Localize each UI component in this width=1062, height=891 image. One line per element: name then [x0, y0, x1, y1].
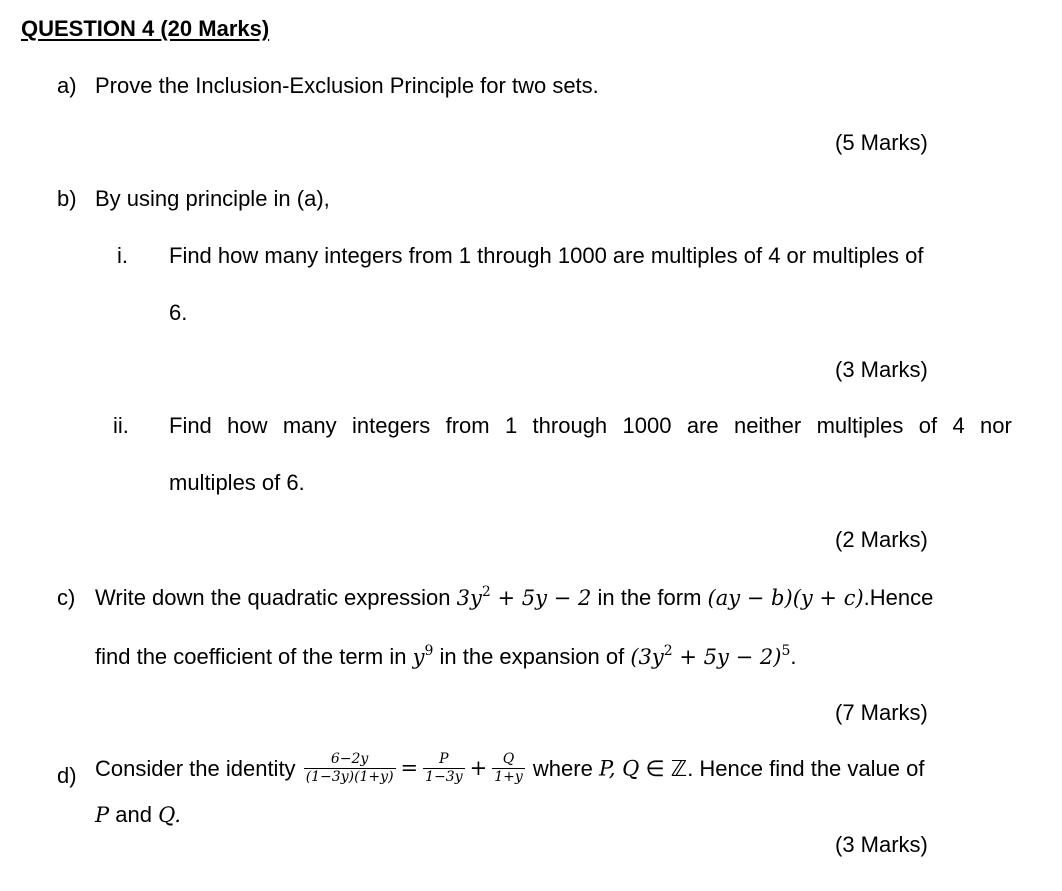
part-d-vars-expr: P, Q: [598, 756, 640, 781]
part-b-ii-word: from: [445, 413, 490, 438]
part-a-marks: (5 Marks): [835, 130, 928, 155]
superscript: 9: [424, 643, 434, 659]
part-b-ii-word: how: [227, 413, 268, 438]
fraction-p-numerator: P: [423, 752, 464, 769]
part-c-term-expr: $y^9$: [412, 643, 434, 669]
part-d-marks: (3 Marks): [835, 832, 928, 857]
part-c-text2: in the form: [597, 585, 702, 610]
part-b-ii-word: many: [282, 413, 337, 438]
fraction-p: [423, 752, 464, 786]
plus-sign: +: [469, 756, 488, 781]
part-b-ii-marks: (2 Marks): [835, 527, 928, 552]
fraction-lhs: [304, 752, 396, 786]
part-b-ii-word: 1: [504, 413, 518, 438]
part-b-ii-word: of: [918, 413, 938, 438]
part-b-ii-label: ii.: [113, 413, 129, 438]
part-c-line2-text3: .: [790, 644, 797, 669]
part-c-line1: [95, 585, 933, 609]
fraction-p-denominator: 1−3y: [425, 769, 463, 786]
part-d-var-p: P: [95, 803, 110, 827]
fraction-q: [492, 752, 525, 786]
part-b-label: b): [57, 186, 77, 211]
part-c-quadratic-expr: $3y^2 + 5y - 2$: [456, 584, 592, 610]
part-d-label: d): [57, 763, 77, 788]
fraction-q-denominator: 1+y: [494, 769, 523, 786]
part-c-label: c): [57, 585, 76, 610]
part-b-ii-word: Find: [169, 413, 212, 438]
part-b-ii-word: through: [532, 413, 608, 438]
part-b-ii-word: 1000: [622, 413, 672, 438]
superscript: 2: [663, 643, 673, 659]
part-d-var-q: Q.: [158, 803, 181, 827]
superscript: 5: [781, 643, 791, 659]
part-b-ii-word: 4: [952, 413, 965, 438]
part-c-power-expr: $(3y^2 + 5y - 2)^5$: [630, 643, 791, 669]
part-c-form-expr: (ay − b)(y + c): [707, 586, 864, 610]
part-c-line2-text2: in the expansion of: [439, 644, 625, 669]
part-b-ii-word: multiples: [816, 413, 904, 438]
part-b-i-line1: [169, 245, 924, 267]
question-title: QUESTION 4 (20 Marks): [21, 16, 270, 41]
part-b-ii-line1: [169, 415, 1012, 437]
part-b-i-line2: 6.: [169, 300, 188, 325]
part-a-label: a): [57, 73, 77, 98]
part-a-text: Prove the Inclusion-Exclusion Principle for two sets.: [95, 73, 599, 98]
part-c-marks: (7 Marks): [835, 700, 928, 725]
part-c-text1: Write down the quadratic expression: [95, 585, 451, 610]
part-d-text3: ∈ ℤ. Hence find the value of: [645, 755, 925, 781]
fraction-q-numerator: Q: [492, 752, 525, 769]
fraction-lhs-denominator: (1−3y)(1+y): [305, 769, 394, 786]
part-c-line2: [95, 644, 797, 668]
part-b-ii-word: neither: [733, 413, 802, 438]
part-d-text1: Consider the identity: [95, 755, 296, 781]
part-b-i-label: i.: [117, 243, 128, 268]
part-b-ii-word: are: [686, 413, 719, 438]
part-b-text: By using principle in (a),: [95, 186, 330, 211]
part-b-i-line1-text: Find how many integers from 1 through 1000 are multiples of 4 or multiples of: [169, 243, 924, 268]
part-d-line1: [95, 752, 924, 786]
equals-sign: =: [400, 756, 419, 781]
part-c-text3: .Hence: [863, 585, 934, 610]
part-b-i-marks: (3 Marks): [835, 357, 928, 382]
part-d-text2: where: [532, 755, 593, 781]
superscript: 2: [481, 584, 491, 600]
part-b-ii-word: nor: [980, 413, 1012, 438]
part-b-ii-word: integers: [351, 413, 431, 438]
part-d-line2-text: and: [115, 802, 152, 827]
part-b-ii-line2: multiples of 6.: [169, 470, 305, 495]
part-c-line2-text1: find the coefficient of the term in: [95, 644, 407, 669]
part-d-line2: [95, 804, 181, 826]
fraction-lhs-numerator: 6−2y: [304, 752, 396, 769]
